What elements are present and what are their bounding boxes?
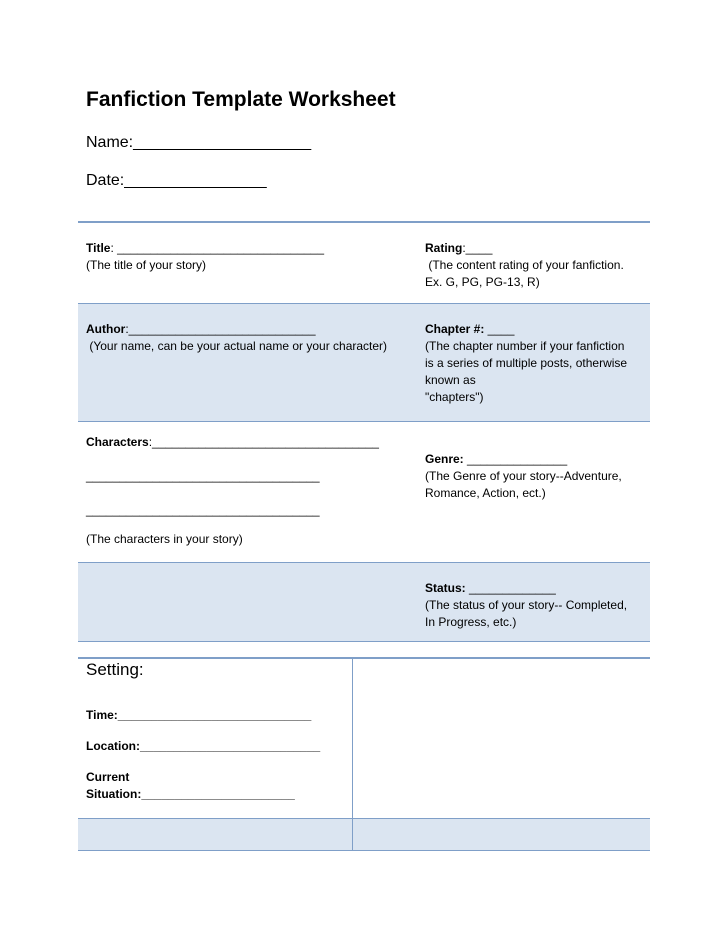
rating-field[interactable] [425,240,492,257]
date-field[interactable]: Date:________________ [86,172,267,189]
chapter-field[interactable] [425,321,514,338]
chapter-hint-4: "chapters") [425,390,484,404]
author-label: Author [86,322,126,336]
status-field[interactable] [425,580,556,597]
rating-hint-2: Ex. G, PG, PG-13, R) [425,275,540,289]
row-divider [78,303,650,304]
title-field[interactable] [86,240,324,257]
genre-label: Genre: [425,452,464,466]
characters-line-3[interactable]: ___________________________________ [86,503,320,517]
setting-heading: Setting: [86,660,144,679]
page-title: Fanfiction Template Worksheet [86,88,396,111]
row-divider [78,421,650,422]
location-field[interactable]: Location:___________________________ [86,739,321,753]
chapter-hint-2: is a series of multiple posts, otherwise [425,356,628,370]
author-field[interactable] [86,321,316,338]
current-label: Current [86,770,130,784]
time-field[interactable]: Time:_____________________________ [86,708,312,722]
characters-label: Characters [86,435,149,449]
title-blank[interactable]: : _______________________________ [110,241,325,255]
table-top-rule [78,221,650,223]
characters-hint: (The characters in your story) [86,532,243,546]
characters-line-2[interactable]: ___________________________________ [86,469,320,483]
chapter-hint-1: (The chapter number if your fanfiction [425,339,625,353]
row-divider [78,818,650,819]
genre-blank[interactable]: _______________ [463,452,568,466]
genre-field[interactable] [425,451,567,468]
setting-shaded-row [78,818,650,850]
rating-hint-1: (The content rating of your fanfiction. [425,258,624,272]
title-label: Title [86,241,111,255]
rating-blank[interactable]: :____ [462,241,493,255]
setting-table-top-rule [78,657,650,659]
setting-column-divider [352,659,353,850]
row-divider [78,562,650,563]
characters-blank[interactable]: :__________________________________ [148,435,379,449]
chapter-label: Chapter #: [425,322,485,336]
status-hint-1: (The status of your story-- Completed, [425,598,628,612]
author-blank[interactable]: :____________________________ [125,322,316,336]
author-hint: (Your name, can be your actual name or your character) [86,339,388,353]
characters-field[interactable] [86,434,379,451]
title-hint: (The title of your story) [86,258,207,272]
situation-field[interactable]: Situation:_______________________ [86,787,295,801]
row-divider [78,850,650,851]
rating-label: Rating [425,241,463,255]
status-blank[interactable]: _____________ [465,581,556,595]
status-hint-2: In Progress, etc.) [425,615,517,629]
row-divider [78,641,650,642]
genre-hint-2: Romance, Action, ect.) [425,486,546,500]
chapter-blank[interactable]: ____ [484,322,515,336]
name-field[interactable]: Name:____________________ [86,134,312,151]
chapter-hint-3: known as [425,373,476,387]
status-label: Status: [425,581,466,595]
genre-hint-1: (The Genre of your story--Adventure, [425,469,622,483]
